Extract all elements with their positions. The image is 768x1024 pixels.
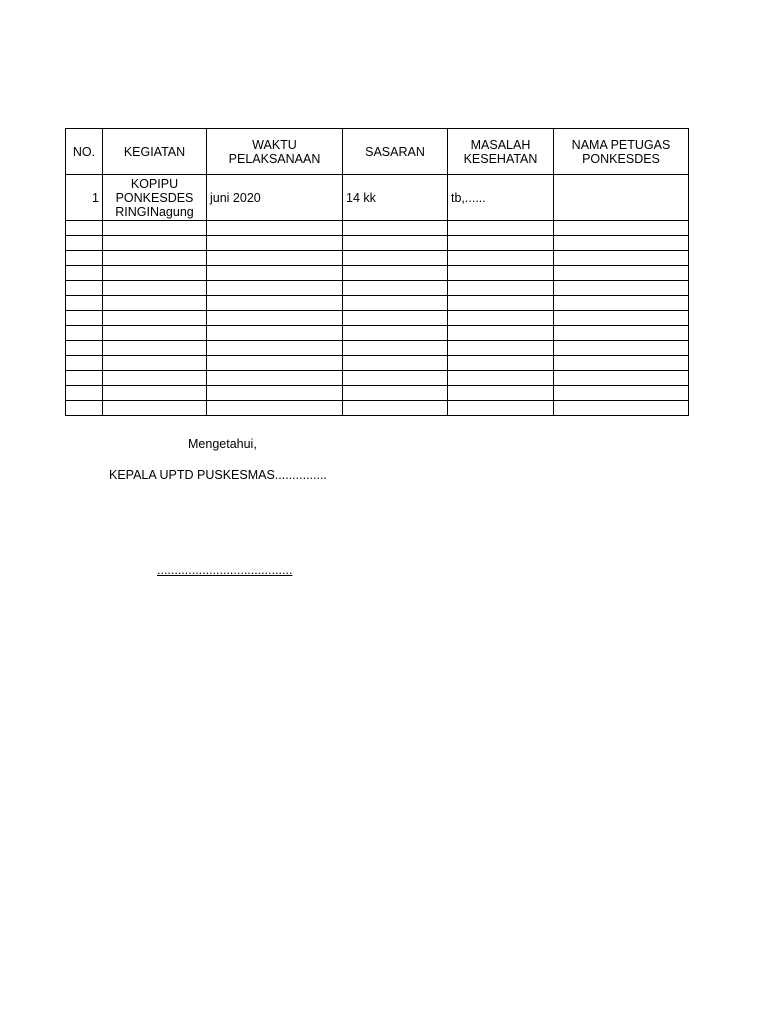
empty-table-row <box>66 341 689 356</box>
cell-no: 1 <box>66 175 103 221</box>
empty-table-row <box>66 251 689 266</box>
header-waktu-line-1: WAKTU <box>252 137 297 152</box>
report-table <box>65 128 689 416</box>
cell-kegiatan-line-2: PONKESDES <box>115 190 194 205</box>
header-petugas-line-2: PONKESDES <box>582 151 660 166</box>
empty-table-row <box>66 386 689 401</box>
table-row <box>66 175 689 221</box>
header-petugas <box>554 129 689 175</box>
header-kegiatan: KEGIATAN <box>103 129 207 175</box>
cell-sasaran: 14 kk <box>343 175 448 221</box>
header-waktu <box>207 129 343 175</box>
acknowledged-label: Mengetahui, <box>188 437 257 451</box>
header-petugas-line-1: NAMA PETUGAS <box>571 137 671 152</box>
head-title: KEPALA UPTD PUSKESMAS............... <box>109 468 327 482</box>
header-waktu-line-2: PELAKSANAAN <box>228 151 321 166</box>
empty-table-row <box>66 266 689 281</box>
empty-table-row <box>66 356 689 371</box>
empty-table-row <box>66 401 689 416</box>
header-masalah <box>448 129 554 175</box>
header-masalah-line-1: MASALAH <box>470 137 531 152</box>
signature-name-line: ....................................... <box>157 563 293 577</box>
empty-table-row <box>66 281 689 296</box>
header-sasaran: SASARAN <box>343 129 448 175</box>
header-masalah-line-2: KESEHATAN <box>463 151 538 166</box>
empty-table-row <box>66 326 689 341</box>
empty-table-row <box>66 236 689 251</box>
cell-kegiatan-line-1: KOPIPU <box>130 176 179 191</box>
empty-table-row <box>66 296 689 311</box>
cell-kegiatan-line-3: RINGINagung <box>115 204 194 219</box>
cell-waktu: juni 2020 <box>207 175 343 221</box>
cell-masalah: tb,...... <box>448 175 554 221</box>
cell-kegiatan <box>103 175 207 221</box>
empty-table-row <box>66 311 689 326</box>
header-no: NO. <box>66 129 103 175</box>
empty-table-row <box>66 371 689 386</box>
empty-table-row <box>66 221 689 236</box>
cell-petugas <box>554 175 689 221</box>
table-header-row <box>66 129 689 175</box>
